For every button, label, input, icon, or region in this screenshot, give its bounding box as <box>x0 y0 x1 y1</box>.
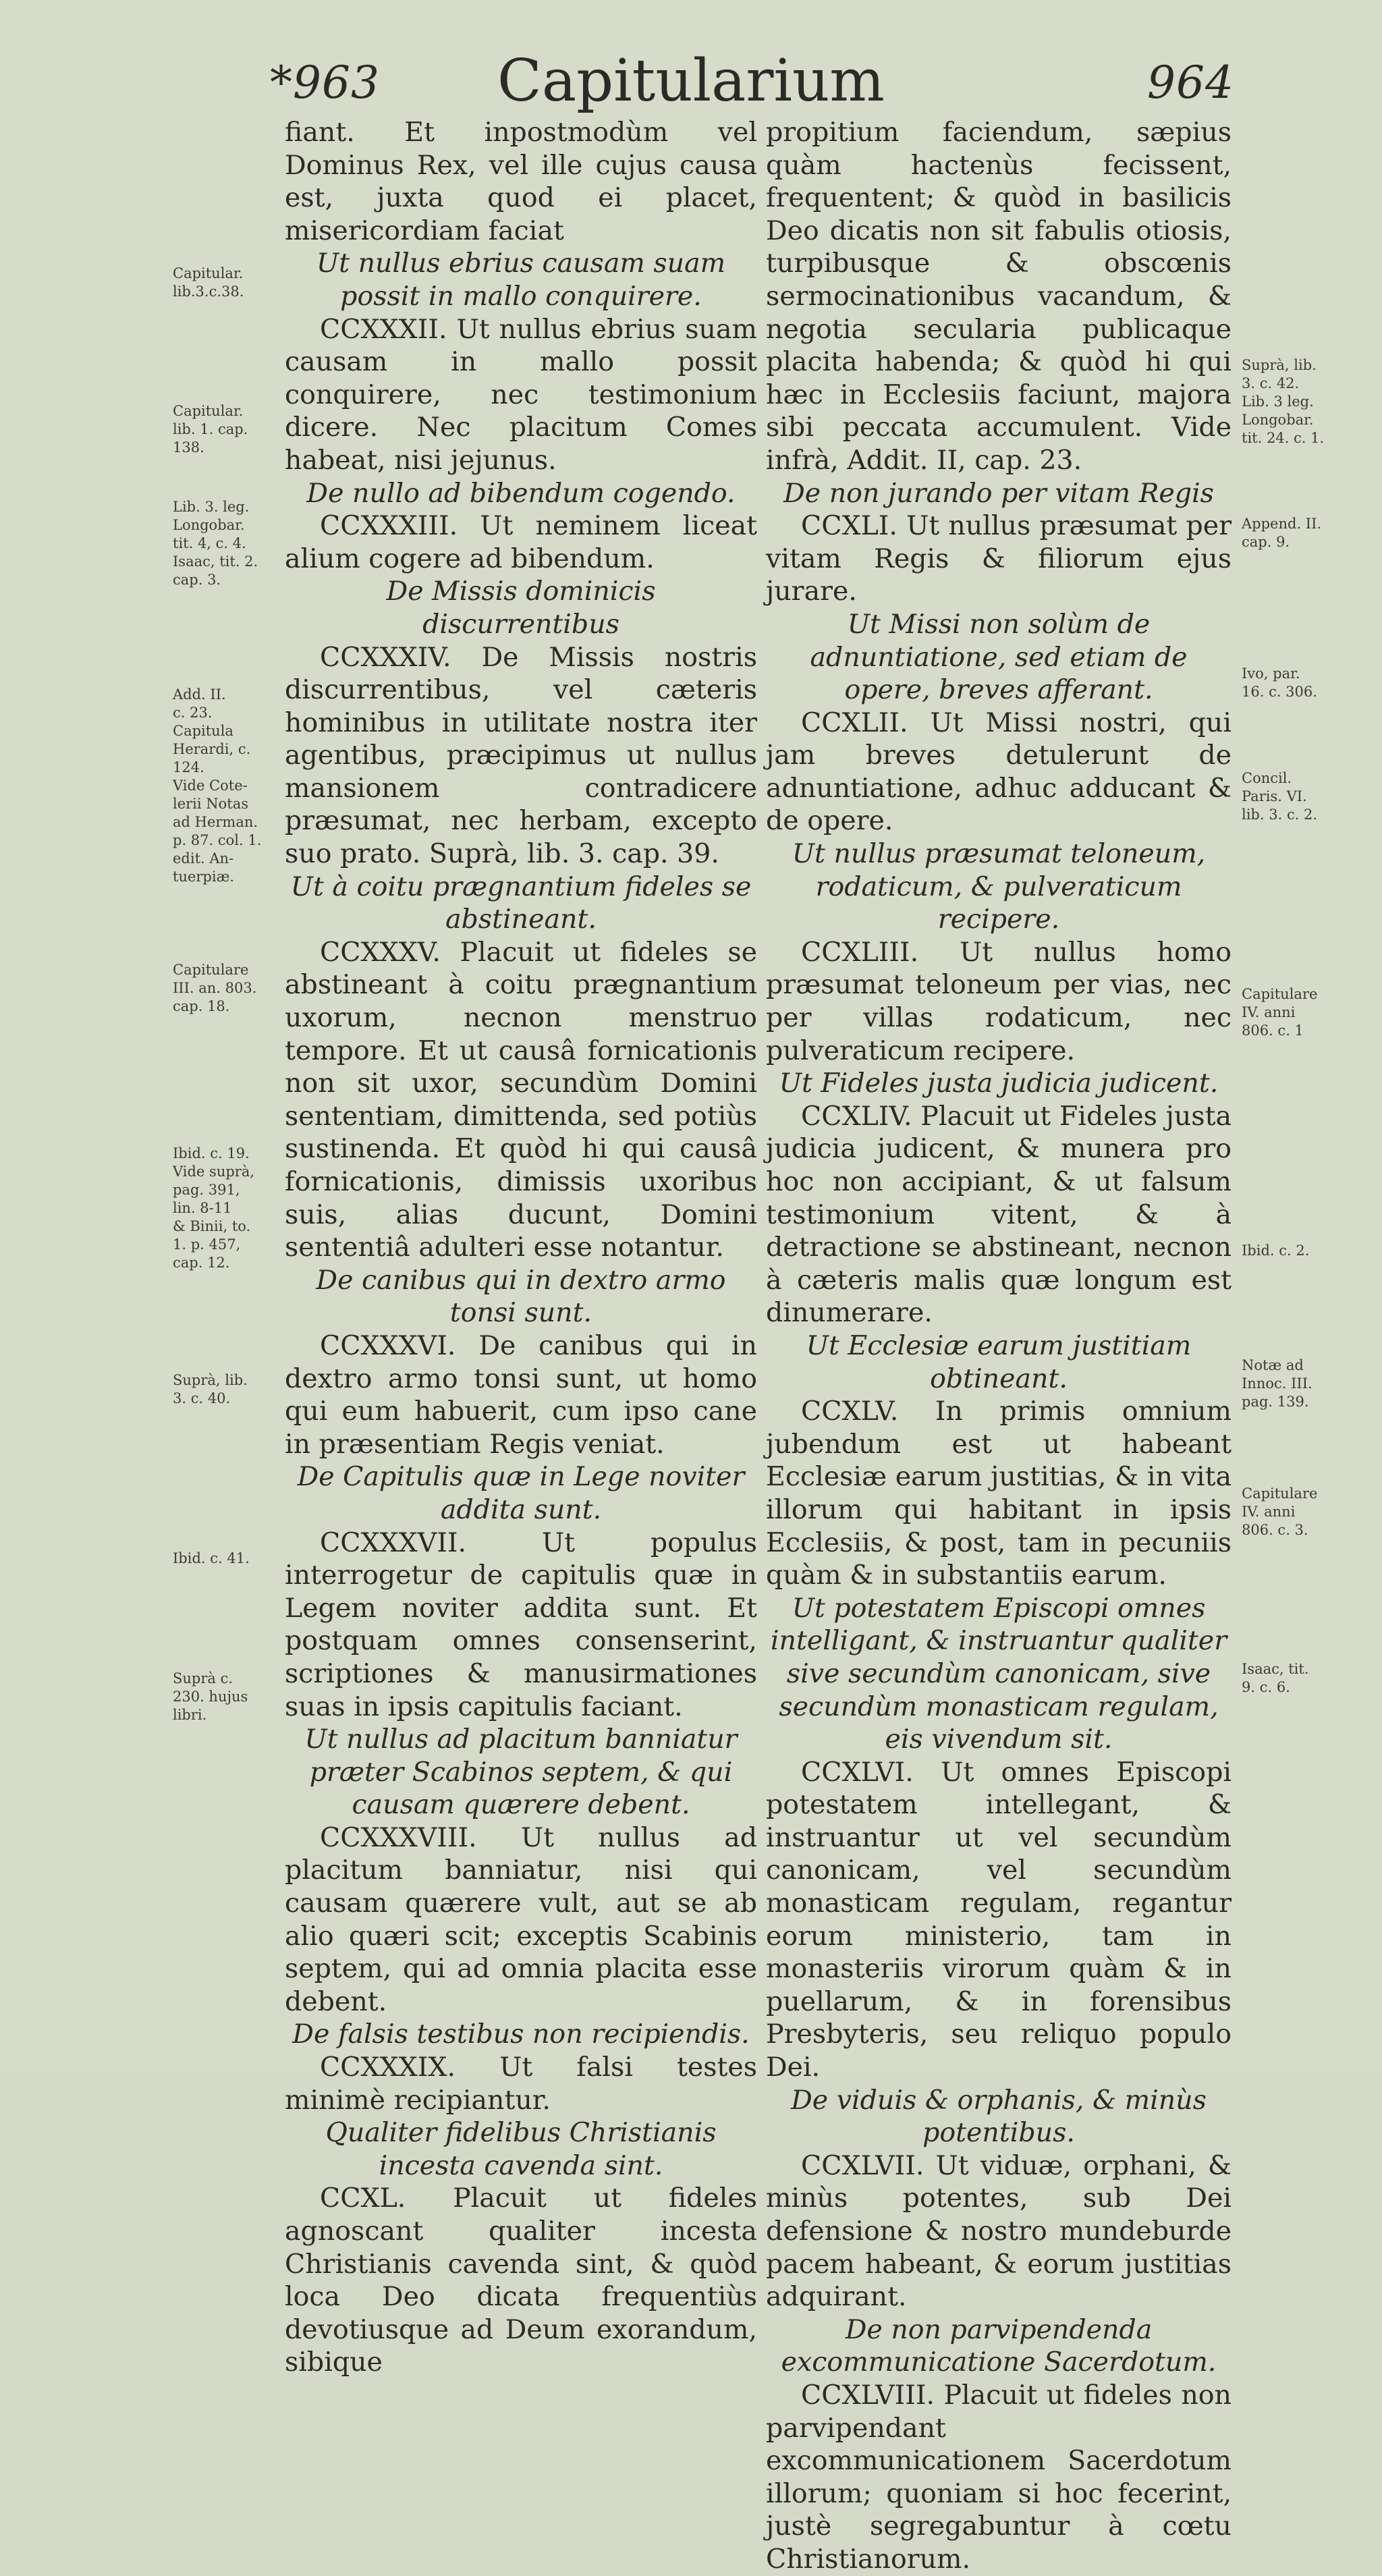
margin-note-text: Concil. Paris. VI. lib. 3. c. 2. <box>1242 770 1318 823</box>
paragraph: CCXXXIV. De Missis nostris discurrentibus, vel cæteris hominibus in utilitate nostra iter agentibus, præcipimus ut nullus mansionem contradicere præsumat, nec herbam, excepto suo prato. Suprà, lib. 3. cap. 39. <box>285 641 757 870</box>
margin-note-text: Ivo, par. 16. c. 306. <box>1242 665 1317 700</box>
section-heading: De canibus qui in dextro armo tonsi sunt. <box>316 1264 726 1329</box>
margin-note-text: Capitulare IV. anni 806. c. 1 <box>1242 986 1318 1039</box>
paragraph: CCXLVIII. Placuit ut fideles non parvipendant excommunicationem Sacerdotum illorum; quoniam si hoc fecerint, justè segregabuntur à cœtu Christianorum. <box>766 2379 1232 2575</box>
margin-note <box>1242 1660 1363 1697</box>
paragraph: fiant. Et inpostmodùm vel Dominus Rex, vel ille cujus causa est, juxta quod ei placet, misericordiam faciat <box>285 117 757 246</box>
paragraph: CCXLV. In primis omnium jubendum est ut habeant Ecclesiæ earum justitias, & in vita illorum qui habitant in ipsis Ecclesiis, & post, tam in pecuniis quàm & in substantiis earum. <box>766 1396 1232 1591</box>
text-column-left <box>285 116 757 2379</box>
paragraph: CCXXXIII. Ut neminem liceat alium cogere ad bibendum. <box>285 510 757 574</box>
section-heading: Qualiter fidelibus Christianis incesta cavenda sint. <box>325 2117 717 2181</box>
margin-note <box>1242 665 1363 701</box>
margin-note <box>173 1670 274 1724</box>
margin-note-text: Ibid. c. 19. Vide suprà, pag. 391, lin. 8-11 & Binii, to. 1. p. 457, cap. 12. <box>173 1145 255 1271</box>
section-heading: Ut nullus præsumat teloneum, rodaticum, & pulveraticum recipere. <box>792 838 1206 935</box>
margin-note <box>173 402 274 457</box>
section-heading: De falsis testibus non recipiendis. <box>292 2019 750 2050</box>
margin-note <box>1242 985 1363 1040</box>
paragraph: CCXXXV. Placuit ut fideles se abstineant à coitu prægnantium uxorum, necnon menstruo tempore. Et ut causâ fornicationis non sit uxor, secundùm Domini sententiam, dimittenda, sed potiùs sustinenda. Et quòd hi qui causâ fornicationis, dimissis uxoribus suis, alias ducunt, Domini sententiâ adulteri esse notantur. <box>285 936 757 1263</box>
paragraph: CCXXXVII. Ut populus interrogetur de capitulis quæ in Legem noviter addita sunt. Et postquam omnes consenserint, scriptiones & manusirmationes suas in ipsis capitulis faciant. <box>285 1527 757 1722</box>
margin-note <box>173 498 274 589</box>
section-heading: Ut Ecclesiæ earum justitiam obtineant. <box>806 1330 1192 1394</box>
text-column-right <box>766 116 1232 2576</box>
paragraph: CCXLIII. Ut nullus homo præsumat teloneum per vias, nec per villas rodaticum, nec pulveraticum recipere. <box>766 936 1232 1066</box>
paragraph: CCXXXVI. De canibus qui in dextro armo tonsi sunt, ut homo qui eum habuerit, cum ipso cane in præsentiam Regis veniat. <box>285 1330 757 1460</box>
section-heading: De nullo ad bibendum cogendo. <box>306 477 736 509</box>
margin-note-text: Append. II. cap. 9. <box>1242 516 1322 550</box>
margin-note-text: Capitular. lib.3.c.38. <box>173 265 244 300</box>
section-heading: Ut Missi non solùm de adnuntiatione, sed etiam de opere, breves afferant. <box>810 608 1188 706</box>
margin-note <box>1242 1485 1363 1539</box>
margin-note <box>173 1145 274 1272</box>
running-title: Capitularium <box>497 47 885 115</box>
margin-note <box>1242 769 1363 824</box>
paragraph: CCXL. Placuit ut fideles agnoscant qualiter incesta Christianis cavenda sint, & quòd loca Deo dicata frequentiùs devotiusque ad Deum exorandum, sibique <box>285 2183 757 2378</box>
section-heading: Ut à coitu prægnantium fideles se abstineant. <box>290 871 752 935</box>
section-heading: De Capitulis quæ in Lege noviter addita sunt. <box>297 1461 745 1525</box>
margin-note-text: Ibid. c. 2. <box>1242 1242 1310 1259</box>
paragraph: CCXXXVIII. Ut nullus ad placitum banniatur, nisi qui causam quærere vult, aut se ab alio quæri scit; exceptis Scabinis septem, qui ad omnia placita esse debent. <box>285 1821 757 2017</box>
margin-note <box>173 265 274 301</box>
margin-note-text: Add. II. c. 23. Capitula Herardi, c. 124. Vide Cote- lerii Notas ad Herman. p. 87. col. 1. edit. An- tuerpiæ. <box>173 686 262 885</box>
page-number-right: 964 <box>1147 57 1234 109</box>
paragraph: propitium faciendum, sæpius quàm hactenùs fecissent, frequentent; & quòd in basilicis Deo dicatis non sit fabulis otiosis, turpibusque & obscœnis sermocinationibus vacandum, & negotia secularia publicaque placita habenda; & quòd hi qui hæc in Ecclesiis faciunt, majora sibi peccata accumulent. Vide infrà, Addit. II, cap. 23. <box>766 117 1232 476</box>
margin-note-text: Suprà, lib. 3. c. 40. <box>173 1372 248 1406</box>
section-heading: Ut potestatem Episcopi omnes intelligant, & instruantur qualiter sive secundùm canonicam, sive secundùm monasticam regulam, eis vivendum sit. <box>770 1592 1227 1755</box>
paragraph: CCXXXIX. Ut falsi testes minimè recipiantur. <box>285 2052 757 2116</box>
margin-note-text: Lib. 3. leg. Longobar. tit. 4, c. 4. Isaac, tit. 2. cap. 3. <box>173 499 258 588</box>
margin-note <box>173 686 274 886</box>
margin-note <box>173 1371 274 1408</box>
margin-note-text: Capitulare III. an. 803. cap. 18. <box>173 962 257 1014</box>
margin-note-text: Suprà c. 230. hujus libri. <box>173 1670 248 1723</box>
paragraph: CCXLIV. Placuit ut Fideles justa judicia judicent, & munera pro hoc non accipiant, & ut falsum testimonium vitent, & à detractione se abstineant, necnon à cæteris malis quæ longum est dinumerare. <box>766 1100 1232 1329</box>
margin-note <box>1242 1356 1363 1411</box>
section-heading: De non jurando per vitam Regis <box>783 477 1214 509</box>
margin-note-text: Capitulare IV. anni 806. c. 3. <box>1242 1485 1318 1538</box>
margin-note-text: Capitular. lib. 1. cap. 138. <box>173 403 248 456</box>
section-heading: De Missis dominicis discurrentibus <box>386 576 656 640</box>
section-heading: Ut Fideles justa judicia judicent. <box>779 1068 1219 1099</box>
margin-note <box>173 1550 274 1568</box>
paragraph: CCXLII. Ut Missi nostri, qui jam breves detulerunt de adnuntiatione, adhuc adducant & de opere. <box>766 707 1232 837</box>
paragraph: CCXLVII. Ut viduæ, orphani, & minùs potentes, sub Dei defensione & nostro mundeburde pacem habeant, & eorum justitias adquirant. <box>766 2149 1232 2313</box>
section-heading: Ut nullus ad placitum banniatur præter Scabinos septem, & qui causam quærere debent. <box>304 1724 738 1821</box>
paragraph: CCXXXII. Ut nullus ebrius suam causam in mallo possit conquirere, nec testimonium dicere. Nec placitum Comes habeat, nisi jejunus. <box>285 313 757 476</box>
margin-note <box>173 961 274 1016</box>
margin-note-text: Ibid. c. 41. <box>173 1550 250 1566</box>
margin-note <box>1242 1242 1363 1260</box>
margin-note-text: Isaac, tit. 9. c. 6. <box>1242 1661 1309 1695</box>
section-heading: Ut nullus ebrius causam suam possit in mallo conquirere. <box>316 248 726 312</box>
paragraph: CCXLI. Ut nullus præsumat per vitam Regis & filiorum ejus jurare. <box>766 510 1232 607</box>
section-heading: De non parvipendenda excommunicatione Sacerdotum. <box>781 2313 1217 2378</box>
margin-note <box>1242 515 1363 551</box>
section-heading: De viduis & orphanis, & minùs potentibus. <box>791 2084 1207 2149</box>
margin-note-text: Suprà, lib. 3. c. 42. Lib. 3 leg. Longobar. tit. 24. c. 1. <box>1242 357 1325 446</box>
margin-note <box>1242 356 1363 447</box>
page-header <box>0 27 1382 115</box>
page-number-left: *963 <box>270 57 380 109</box>
margin-note-text: Notæ ad Innoc. III. pag. 139. <box>1242 1357 1312 1410</box>
paragraph: CCXLVI. Ut omnes Episcopi potestatem intellegant, & instruantur ut vel secundùm canonicam, vel secundùm monasticam regulam, regantur eorum ministerio, tam in monasteriis virorum quàm & in puellarum, & in forensibus Presbyteris, seu reliquo populo Dei. <box>766 1756 1232 2083</box>
